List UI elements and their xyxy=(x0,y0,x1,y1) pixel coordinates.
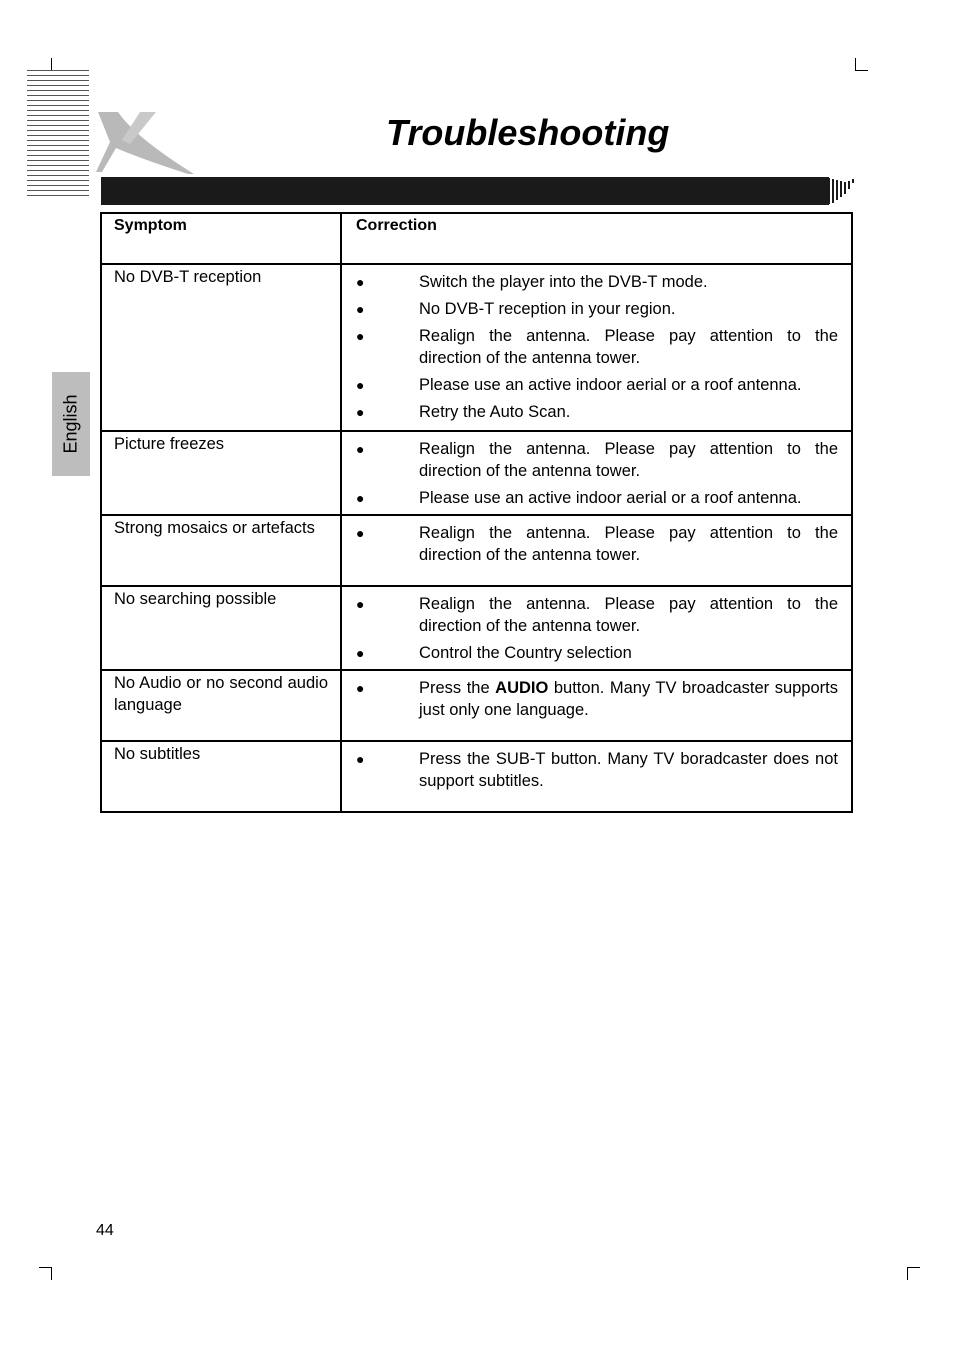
symptom-text: No subtitles xyxy=(114,745,201,763)
table-row xyxy=(101,741,852,812)
bullet-icon: ● xyxy=(356,377,365,393)
language-tab-label: English xyxy=(60,394,81,454)
bullet-icon: ● xyxy=(356,490,365,506)
bullet-icon: ● xyxy=(356,525,365,541)
correction-item: ● Press the AUDIO button. Many TV broadcaster supports just only one language. xyxy=(356,679,838,719)
correction-item: ● No DVB-T reception in your region. xyxy=(356,300,676,318)
audio-button-label: AUDIO xyxy=(495,679,549,697)
symptom-text: Picture freezes xyxy=(114,435,225,453)
table-row xyxy=(101,586,852,670)
page-title: Troubleshooting xyxy=(386,112,670,153)
table-row xyxy=(101,431,852,515)
symptom-text: Strong mosaics or artefacts xyxy=(114,519,315,537)
bullet-icon: ● xyxy=(356,274,365,290)
title-bar xyxy=(101,177,829,205)
table-row xyxy=(101,264,852,431)
correction-item: ● Control the Country selection xyxy=(356,644,632,662)
crop-mark-bottom-right xyxy=(907,1267,920,1280)
language-tab xyxy=(52,372,90,476)
bullet-icon: ● xyxy=(356,596,365,612)
table-row xyxy=(101,515,852,586)
bullet-icon: ● xyxy=(356,645,365,661)
correction-item: ● Realign the antenna. Please pay attention to the direction of the antenna tower. xyxy=(356,524,838,564)
bullet-icon: ● xyxy=(356,301,365,317)
side-stripes xyxy=(27,70,89,200)
correction-item: ● Realign the antenna. Please pay attention to the direction of the antenna tower. xyxy=(356,440,838,480)
bullet-icon: ● xyxy=(356,751,365,767)
symptom-text: No Audio or no second audio language xyxy=(114,674,328,714)
title-bar-dot-pattern xyxy=(820,177,856,210)
symptom-text: No DVB-T reception xyxy=(114,268,262,286)
symptom-text: No searching possible xyxy=(114,590,277,608)
bullet-icon: ● xyxy=(356,328,365,344)
bullet-icon: ● xyxy=(356,404,365,420)
troubleshooting-table xyxy=(100,212,853,813)
bullet-icon: ● xyxy=(356,680,365,696)
correction-item: ● Realign the antenna. Please pay attention to the direction of the antenna tower. xyxy=(356,327,838,367)
crop-mark-top-right xyxy=(855,58,868,71)
correction-item: ● Realign the antenna. Please pay attention to the direction of the antenna tower. xyxy=(356,595,838,635)
x-logo-icon xyxy=(96,108,196,181)
correction-item: ● Retry the Auto Scan. xyxy=(356,403,571,421)
correction-header: Correction xyxy=(341,213,852,264)
bullet-icon: ● xyxy=(356,441,365,457)
correction-item: ● Press the SUB-T button. Many TV boradcaster does not support subtitles. xyxy=(356,750,838,790)
symptom-header: Symptom xyxy=(101,213,341,264)
correction-item: ● Switch the player into the DVB-T mode. xyxy=(356,273,708,291)
correction-item: ● Please use an active indoor aerial or a roof antenna. xyxy=(356,376,802,394)
table-row xyxy=(101,670,852,741)
correction-item: ● Please use an active indoor aerial or a roof antenna. xyxy=(356,489,802,507)
table-header-row xyxy=(101,213,852,264)
crop-mark-bottom-left xyxy=(39,1267,52,1280)
page-number: 44 xyxy=(96,1222,114,1239)
